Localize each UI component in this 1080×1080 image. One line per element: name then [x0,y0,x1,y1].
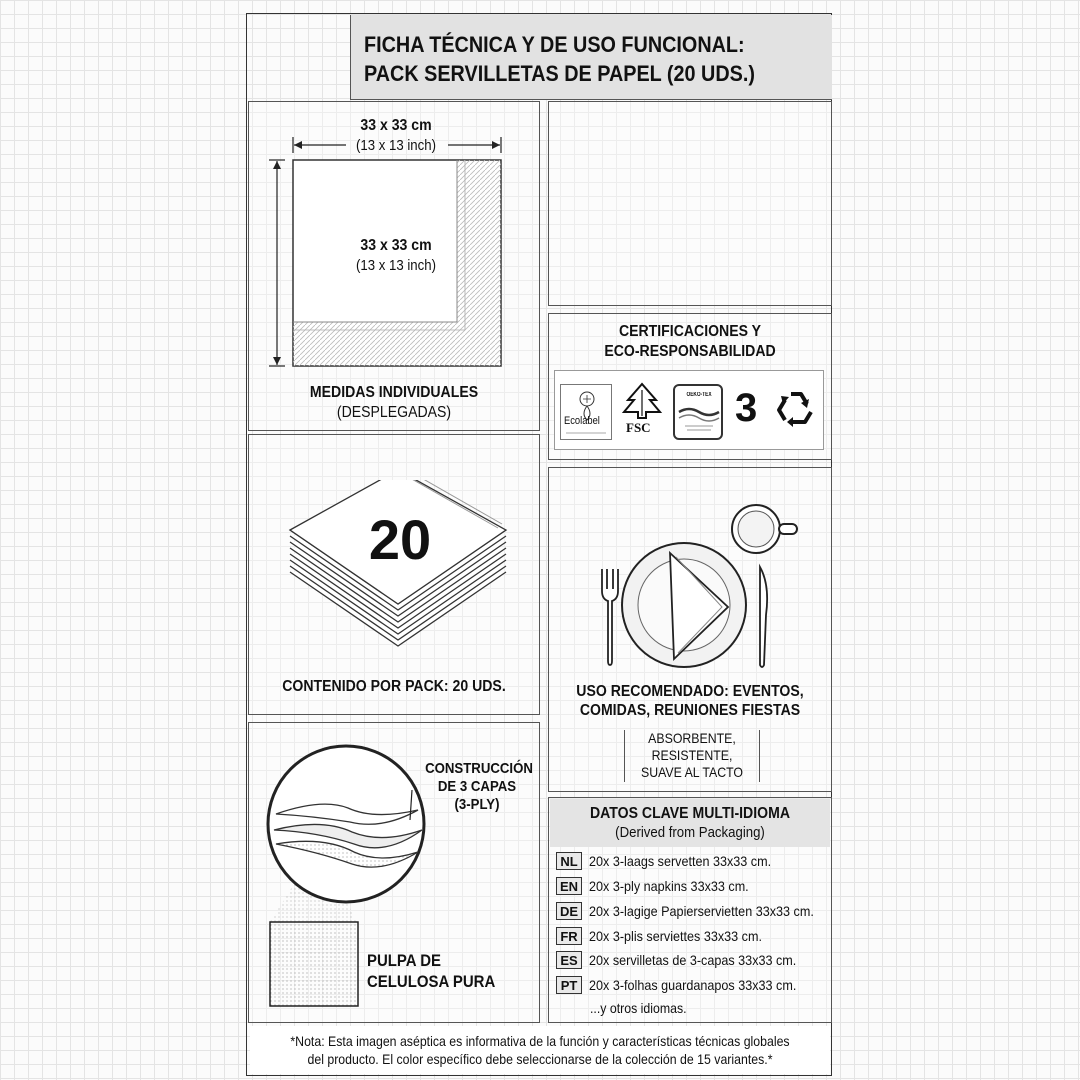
pulp-label: PULPA DE CELULOSA PURA [367,951,496,991]
lang-row-fr [556,926,781,946]
inner-size-label: 33 x 33 cm [360,237,432,254]
usage-title-1: USO RECOMENDADO: EVENTOS, [576,683,804,700]
usage-title-2: COMIDAS, REUNIONES FIESTAS [579,702,801,719]
title-line-2: PACK SERVILLETAS DE PAPEL (20 UDS.) [364,61,755,86]
outer-size-inch-label: (13 x 13 inch) [356,137,436,154]
footer-note-line-2: del producto. El color específico debe seleccionarse de la colección de 15 variantes.* [307,1051,773,1067]
lang-row-nl [556,851,791,871]
lang-text: 20x 3-ply napkins 33x33 cm. [589,878,749,894]
lang-code: EN [556,877,582,895]
title-bar [350,15,832,100]
feature-item: SUAVE AL TACTO [640,764,744,780]
lang-code: FR [556,927,582,945]
lang-row-en [556,876,766,896]
lang-text: 20x 3-laags servetten 33x33 cm. [589,853,772,869]
ecolabel-icon: Ecolabel [560,384,612,440]
lang-row-pt [556,975,819,995]
oekotex-icon: OEKO-TEX [673,384,723,440]
lang-code: NL [556,852,582,870]
feature-item: RESISTENTE, [651,747,733,763]
inner-size-inch-label: (13 x 13 inch) [356,257,436,274]
lang-code: DE [556,902,582,920]
title-line-1: FICHA TÉCNICA Y DE USO FUNCIONAL: [364,32,745,57]
napkin-dimension-drawing [260,135,520,375]
knife-icon [760,567,767,667]
lang-code: PT [556,976,582,994]
lang-text: 20x 3-plis serviettes 33x33 cm. [589,928,762,944]
table-setting-drawing [590,495,810,675]
lang-row-es [556,950,819,970]
certifications-title-1: CERTIFICACIONES Y [618,323,762,340]
lang-row-de [556,901,839,921]
multilang-title: DATOS CLAVE MULTI-IDIOMA [590,805,790,822]
blank-panel [548,101,832,306]
fork-icon [602,569,618,665]
multilang-subtitle: (Derived from Packaging) [615,824,765,841]
more-languages: ...y otros idiomas. [590,1000,687,1016]
cup-icon [732,505,797,553]
lang-text: 20x 3-lagige Papierservietten 33x33 cm. [589,903,814,919]
recycle-icon [771,384,821,434]
construction-label: CONSTRUCCIÓN DE 3 CAPAS (3-PLY) [425,760,533,813]
pack-caption: CONTENIDO POR PACK: 20 UDS. [282,678,506,695]
dimensions-caption-sub: (DESPLEGADAS) [336,404,452,421]
pulp-swatch [270,922,358,1006]
certifications-title-2: ECO-RESPONSABILIDAD [604,343,776,360]
pack-count: 20 [368,508,432,571]
fsc-icon: FSC [618,380,666,436]
magnifier-circle [268,746,424,902]
usage-features [624,730,760,782]
lang-code: ES [556,951,582,969]
lang-text: 20x servilletas de 3-capas 33x33 cm. [589,952,797,968]
outer-size-label: 33 x 33 cm [360,117,432,134]
lang-text: 20x 3-folhas guardanapos 33x33 cm. [589,977,797,993]
feature-item: ABSORBENTE, [648,730,736,746]
ply-number: 3 [735,386,758,430]
dimensions-caption: MEDIDAS INDIVIDUALES [309,384,479,401]
footer-note-line-1: *Nota: Esta imagen aséptica es informativa de la función y características técnicas globales [290,1033,790,1049]
